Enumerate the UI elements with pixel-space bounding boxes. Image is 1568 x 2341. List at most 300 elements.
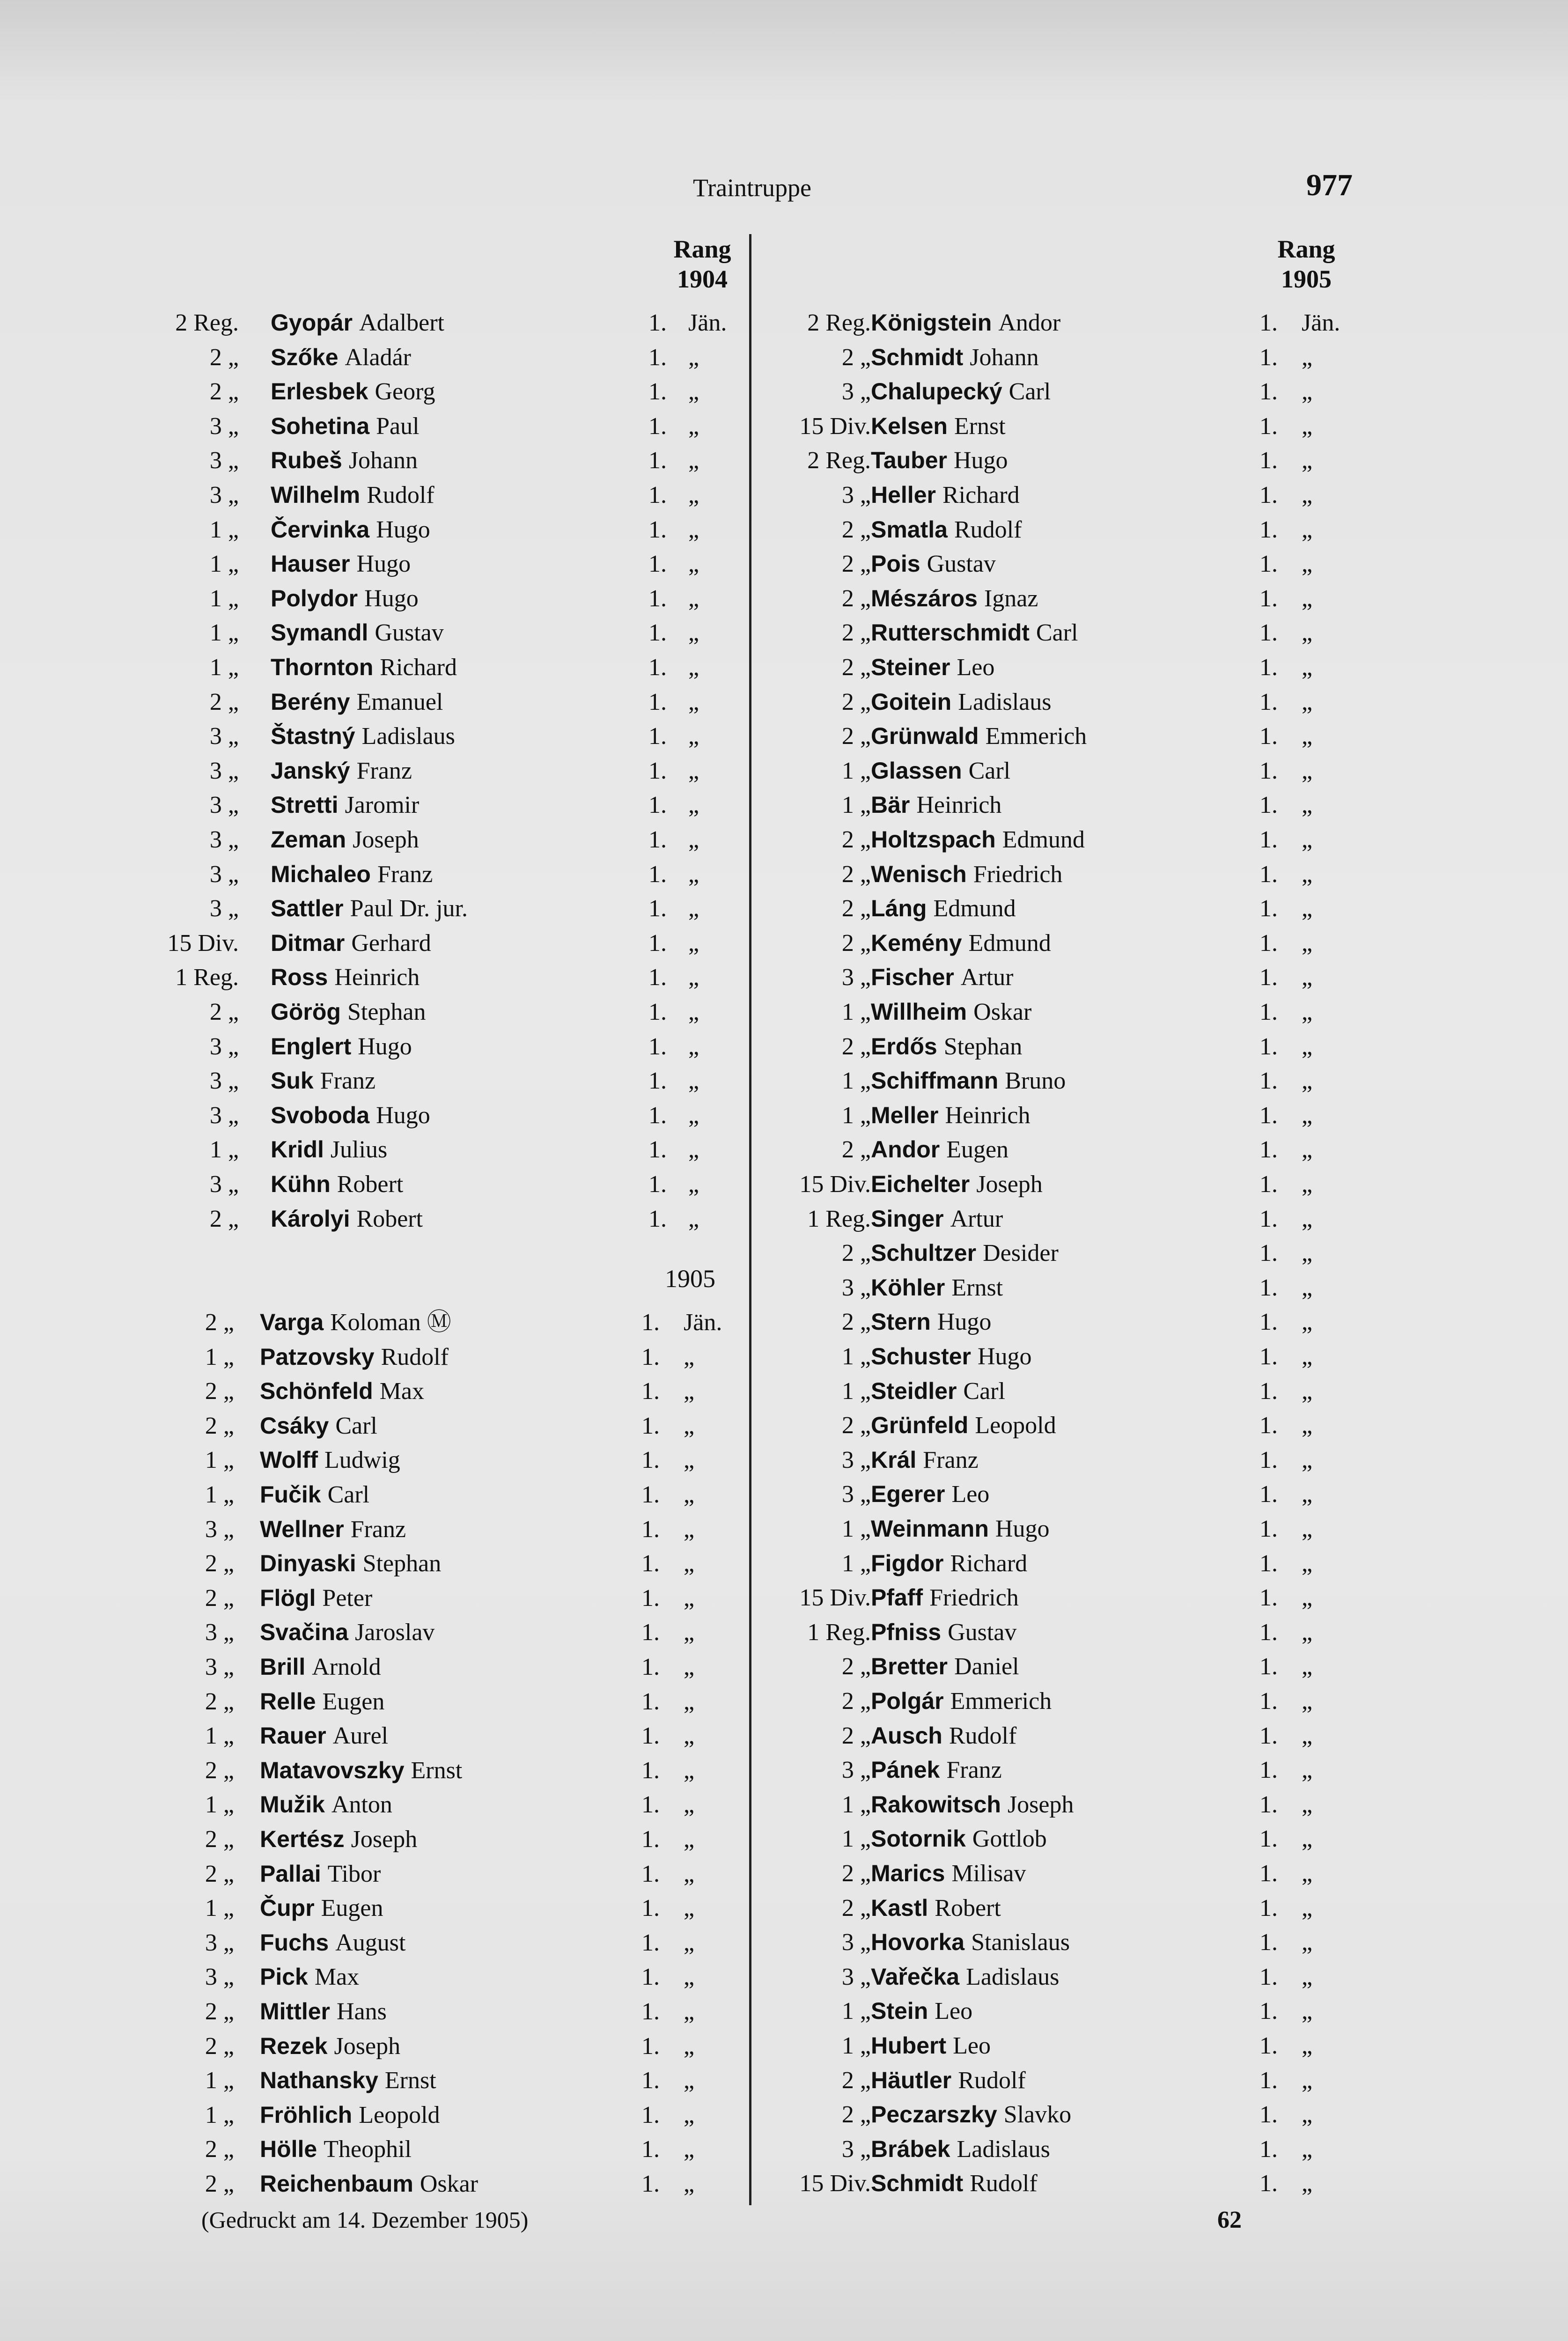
unit-label: 2 „ (205, 1826, 234, 1853)
surname: Brill (260, 1654, 306, 1680)
rank-day: 1. (641, 2101, 660, 2128)
unit-label: 2 „ (205, 2032, 234, 2060)
unit-label: 1 „ (841, 1377, 871, 1405)
rank-day: 1. (648, 412, 667, 440)
unit-label: 1 „ (841, 1516, 871, 1542)
full-name (871, 1684, 1052, 1719)
unit-label: 2 Reg. (807, 447, 871, 474)
rank-day: 1. (648, 516, 667, 543)
full-name (871, 1546, 1027, 1581)
rank-day: 1. (1259, 412, 1278, 440)
surname: Willheim (871, 999, 967, 1025)
roster-entry (0, 1684, 1568, 1719)
rank-month: „ (1302, 1826, 1313, 1853)
unit-label: 15 Div. (799, 2170, 871, 2197)
rank-month: „ (1302, 447, 1313, 474)
roster-entry (0, 306, 1568, 340)
rank-day: 1. (1259, 1826, 1278, 1853)
given-name: Leo (953, 2032, 991, 2059)
full-name (871, 857, 1062, 892)
rank-month: „ (1302, 378, 1313, 405)
roster-entry (0, 409, 1568, 444)
rank-day: 1. (648, 1102, 667, 1129)
full-name (871, 582, 1038, 616)
surname: Láng (871, 895, 927, 922)
roster-entry (0, 1891, 1568, 1926)
given-name: Heinrich (334, 964, 420, 991)
full-name (871, 1305, 991, 1340)
unit-label: 1 „ (205, 2101, 234, 2128)
surname: Singer (871, 1205, 944, 1232)
rank-day: 1. (641, 2032, 660, 2060)
surname: Figdor (871, 1550, 944, 1576)
roster-entry (0, 1133, 1568, 1167)
rank-day: 1. (1259, 585, 1278, 612)
unit-label: 2 „ (841, 1688, 871, 1715)
rank-month: „ (684, 1826, 695, 1853)
rank-day: 1. (1259, 1136, 1278, 1163)
full-name (871, 1649, 1019, 1684)
roster-entry (0, 1615, 1568, 1650)
unit-label: 2 Reg. (175, 309, 239, 336)
given-name: Max (379, 1378, 425, 1405)
full-name (871, 1512, 1049, 1546)
roster-entry (0, 513, 1568, 547)
rank-day: 1. (1259, 964, 1278, 991)
roster-entry (0, 1719, 1568, 1753)
surname: Zeman (271, 826, 346, 853)
rank-month: „ (1302, 1929, 1313, 1956)
unit-label: 3 „ (209, 1171, 239, 1198)
surname: Vařečka (871, 1963, 960, 1990)
rank-day: 1. (648, 1067, 667, 1095)
rank-month: „ (688, 929, 699, 957)
unit-label: 1 „ (205, 1447, 234, 1474)
full-name (871, 1615, 1016, 1650)
full-name (871, 1030, 1022, 1064)
given-name: Gerhard (351, 929, 431, 957)
rank-day: 1. (641, 1309, 660, 1336)
roster-entry (0, 1925, 1568, 1960)
rank-month: „ (1302, 585, 1313, 612)
given-name: Ladislaus (966, 1963, 1060, 1990)
full-name (871, 1994, 972, 2029)
rank-day: 1. (1259, 826, 1278, 853)
unit-label: 2 „ (841, 619, 871, 647)
surname: Häutler (871, 2067, 952, 2093)
unit-label: 3 „ (209, 482, 239, 508)
surname: Fischer (871, 964, 954, 991)
given-name: Joseph (976, 1171, 1043, 1198)
rank-month: „ (688, 344, 699, 371)
unit-label: 3 „ (841, 964, 871, 991)
full-name (871, 306, 1060, 340)
unit-label: 3 „ (841, 378, 871, 405)
given-name: Artur (950, 1205, 1003, 1232)
given-name: Franz (923, 1446, 979, 1473)
given-name: Carl (963, 1377, 1005, 1405)
unit-label: 3 „ (841, 1757, 871, 1784)
roster-entry (0, 2029, 1568, 2063)
rank-day: 1. (648, 929, 667, 957)
given-name: Theophil (324, 2136, 412, 2163)
rank-month: „ (684, 1584, 695, 1612)
unit-label: 1 „ (209, 654, 239, 681)
full-name (871, 1408, 1056, 1443)
given-name: Oskar (973, 999, 1032, 1025)
unit-label: 3 „ (841, 1446, 871, 1473)
unit-label: 3 „ (209, 1033, 239, 1060)
given-name: Hans (337, 1998, 387, 2025)
rank-month: „ (688, 447, 699, 474)
unit-label: 2 „ (841, 1412, 871, 1439)
surname: Bär (871, 792, 910, 818)
unit-label: 2 „ (841, 826, 871, 853)
roster-entry (0, 2063, 1568, 2098)
rank-day: 1. (1259, 861, 1278, 888)
right-column-header (1255, 234, 1358, 294)
rank-day: 1. (1259, 1033, 1278, 1060)
rank-day: 1. (641, 1688, 660, 1715)
rank-month: „ (1302, 1102, 1313, 1129)
rank-month: „ (688, 1067, 699, 1095)
given-name: August (335, 1929, 406, 1956)
rank-month: „ (1302, 1688, 1313, 1715)
rank-month: „ (684, 1723, 695, 1750)
rank-month: „ (1302, 999, 1313, 1025)
roster-entry (0, 1340, 1568, 1374)
left-year-1905-label: 1905 (665, 1265, 715, 1293)
full-name (871, 478, 1020, 513)
surname: Wolff (260, 1447, 318, 1473)
rank-day: 1. (648, 757, 667, 784)
surname: Mészáros (871, 585, 978, 611)
given-name: Emanuel (356, 688, 443, 715)
unit-label: 2 „ (209, 688, 239, 715)
roster-entry (0, 2098, 1568, 2132)
given-name: Emmerich (985, 723, 1087, 750)
rank-day: 1. (641, 1757, 660, 1784)
rank-month: „ (1302, 2170, 1313, 2197)
rank-day: 1. (648, 1136, 667, 1163)
rank-month: „ (688, 895, 699, 922)
rank-day: 1. (648, 861, 667, 888)
rank-month: „ (688, 688, 699, 715)
surname: Meller (871, 1102, 939, 1128)
rank-month: „ (1302, 964, 1313, 991)
roster-entry (0, 1064, 1568, 1098)
rank-month: „ (1302, 1998, 1313, 2025)
given-name: Aurel (332, 1723, 389, 1750)
unit-label: 2 „ (205, 1584, 234, 1612)
surname: Hubert (871, 2032, 947, 2059)
surname: Hauser (271, 551, 350, 577)
unit-label: 3 „ (841, 1929, 871, 1956)
rank-month: „ (688, 964, 699, 991)
surname: Stein (871, 1998, 928, 2024)
full-name (871, 823, 1085, 857)
rank-day: 1. (1259, 2135, 1278, 2163)
given-name: Hugo (376, 516, 430, 543)
rank-month: „ (688, 826, 699, 853)
surname: Wenisch (871, 861, 967, 887)
unit-label: 2 „ (841, 1033, 871, 1060)
surname: Patzovsky (260, 1343, 375, 1370)
unit-label: 3 „ (841, 482, 871, 508)
surname: Englert (271, 1033, 352, 1060)
rank-day: 1. (1259, 1205, 1278, 1232)
rank-day: 1. (1259, 1998, 1278, 2025)
surname: Mužik (260, 1791, 325, 1818)
rank-month: „ (684, 2067, 695, 2094)
rank-day: 1. (641, 1481, 660, 1508)
given-name: Gottlob (972, 1826, 1047, 1853)
surname: Bretter (871, 1653, 948, 1680)
given-name: Bruno (1005, 1067, 1066, 1095)
full-name (871, 2098, 1071, 2132)
unit-label: 3 „ (205, 1964, 234, 1991)
rank-month: „ (688, 1102, 699, 1129)
given-name: Leo (951, 1481, 990, 1508)
unit-label: 2 „ (209, 378, 239, 405)
rank-month: „ (688, 1171, 699, 1198)
roster-entry (0, 1581, 1568, 1615)
rank-month: „ (1302, 929, 1313, 957)
unit-label: 2 „ (841, 895, 871, 922)
page-header-title: Traintruppe (693, 174, 811, 202)
given-name: Gustav (375, 619, 444, 647)
rank-month: „ (1302, 1240, 1313, 1267)
rank-day: 1. (1259, 1343, 1278, 1370)
given-name: Franz (350, 1516, 406, 1543)
given-name: Georg (375, 378, 435, 405)
unit-label: 2 „ (205, 1378, 234, 1405)
rank-day: 1. (1259, 688, 1278, 715)
given-name: Ladislaus (958, 688, 1052, 715)
full-name (871, 2029, 991, 2063)
roster-entry (0, 1305, 1568, 1340)
full-name (871, 1753, 1002, 1788)
surname: Fuchs (260, 1929, 329, 1956)
roster-entry (0, 823, 1568, 857)
given-name: Rudolf (970, 2170, 1038, 2197)
full-name (871, 513, 1022, 547)
full-name (871, 650, 994, 685)
rank-month: „ (688, 482, 699, 508)
rank-day: 1. (1259, 929, 1278, 957)
given-name: Rudolf (367, 482, 434, 508)
unit-label: 1 „ (841, 2032, 871, 2059)
given-name: Paul Dr. jur. (350, 895, 468, 922)
roster-entry (0, 788, 1568, 823)
given-name: Franz (356, 757, 412, 784)
unit-label: 1 „ (841, 1998, 871, 2025)
rank-day: 1. (1259, 1757, 1278, 1784)
rank-day: 1. (641, 1343, 660, 1370)
print-date-note: (Gedruckt am 14. Dezember 1905) (201, 2207, 529, 2233)
rank-day: 1. (1259, 1481, 1278, 1508)
surname: Csáky (260, 1412, 329, 1439)
full-name (871, 1167, 1043, 1202)
signature-number: 62 (1217, 2207, 1242, 2233)
rank-month: „ (1302, 1516, 1313, 1542)
full-name (871, 1891, 1001, 1926)
given-name: Carl (968, 757, 1011, 784)
surname: Kühn (271, 1171, 331, 1197)
rank-month: „ (1302, 1274, 1313, 1301)
unit-label: 2 „ (841, 585, 871, 612)
rank-day: 1. (648, 1171, 667, 1198)
roster-entry (0, 375, 1568, 409)
rank-day: 1. (648, 964, 667, 991)
unit-label: 1 „ (841, 1791, 871, 1818)
rank-day: 1. (1259, 2101, 1278, 2128)
surname: Chalupecký (871, 378, 1002, 405)
unit-label: 2 „ (841, 654, 871, 681)
surname: Hovorka (871, 1929, 965, 1956)
roster-entry (0, 1236, 1568, 1271)
rank-day: 1. (1259, 1722, 1278, 1749)
full-name (871, 409, 1006, 444)
unit-label: 2 „ (205, 1412, 234, 1439)
unit-label: 1 „ (841, 757, 871, 784)
rank-month: „ (684, 1688, 695, 1715)
given-name: Leopold (359, 2101, 440, 2128)
full-name (871, 547, 996, 582)
given-name: Stanislaus (971, 1929, 1070, 1956)
rank-day: 1. (648, 619, 667, 647)
rank-month: „ (1302, 826, 1313, 853)
rank-month: „ (1302, 1791, 1313, 1818)
given-name: Hugo (376, 1102, 430, 1129)
roster-entry (0, 2166, 1568, 2201)
full-name (871, 1340, 1032, 1374)
rank-day: 1. (641, 1584, 660, 1612)
unit-label: 3 „ (209, 1067, 239, 1095)
rank-day: 1. (1259, 1377, 1278, 1405)
rank-day: 1. (1259, 1550, 1278, 1577)
rank-month: „ (1302, 1343, 1313, 1370)
rank-month: „ (1302, 2032, 1313, 2059)
rank-day: 1. (648, 551, 667, 578)
unit-label: 2 „ (205, 1757, 234, 1784)
full-name (871, 1133, 1009, 1167)
given-name: Ernst (384, 2067, 436, 2094)
full-name (871, 995, 1031, 1030)
surname: Szőke (271, 344, 339, 370)
rank-day: 1. (641, 1447, 660, 1474)
given-name: Johann (970, 344, 1039, 371)
roster-entry (0, 1408, 1568, 1443)
rank-month: „ (1302, 757, 1313, 784)
rank-month: „ (688, 619, 699, 647)
unit-label: 2 „ (205, 2171, 234, 2197)
given-name: Paul (376, 412, 420, 440)
surname: Červinka (271, 516, 370, 543)
unit-label: 1 „ (205, 2067, 234, 2094)
given-name: Andor (998, 309, 1061, 336)
surname: Wellner (260, 1516, 344, 1542)
given-name: Eugen (321, 1895, 383, 1922)
roster-entry (0, 1443, 1568, 1478)
full-name (871, 1202, 1003, 1237)
unit-label: 2 „ (205, 1550, 234, 1577)
full-name (871, 1788, 1074, 1822)
rank-month: „ (1302, 654, 1313, 681)
given-name: Rudolf (949, 1722, 1017, 1749)
unit-label: 1 „ (209, 585, 239, 612)
rank-month: „ (1302, 1584, 1313, 1612)
surname: Sotornik (871, 1826, 966, 1852)
given-name: Gustav (927, 551, 996, 578)
rank-month: „ (684, 1757, 695, 1784)
given-name: Richard (942, 482, 1020, 508)
surname: Steiner (871, 654, 950, 680)
full-name (871, 1443, 979, 1478)
rank-month: „ (688, 757, 699, 784)
rank-month: „ (1302, 1722, 1313, 1749)
given-name: Rudolf (381, 1343, 449, 1370)
rank-day: 1. (1259, 2067, 1278, 2094)
surname: Pfniss (871, 1619, 942, 1645)
rank-month: „ (688, 412, 699, 440)
surname: Rutterschmidt (871, 619, 1030, 646)
surname: Ausch (871, 1722, 942, 1749)
surname: Rauer (260, 1723, 326, 1749)
surname: Štastný (271, 723, 355, 750)
rank-month: „ (1302, 1481, 1313, 1508)
rank-month: „ (684, 1654, 695, 1680)
rank-month: „ (684, 1619, 695, 1646)
full-name (871, 960, 1014, 995)
given-name: Leo (957, 654, 995, 681)
rank-month: „ (684, 1481, 695, 1508)
given-name: Robert (337, 1171, 404, 1198)
given-name: Hugo (954, 447, 1008, 474)
given-name: Hugo (356, 551, 411, 578)
surname: Schmidt (871, 344, 964, 370)
rank-month: „ (688, 1033, 699, 1060)
unit-label: 1 Reg. (175, 964, 239, 991)
rank-day: 1. (1259, 895, 1278, 922)
rank-month: „ (1302, 344, 1313, 371)
roster-entry (0, 1822, 1568, 1856)
rank-month: „ (684, 1378, 695, 1405)
rank-day: 1. (648, 447, 667, 474)
rank-month: „ (688, 723, 699, 750)
unit-label: 2 Reg. (807, 309, 871, 336)
given-name: Friedrich (929, 1584, 1019, 1612)
rank-month: „ (1302, 516, 1313, 543)
given-name: Slavko (1003, 2101, 1072, 2128)
rank-day: 1. (641, 1895, 660, 1922)
roster-entry (0, 1477, 1568, 1512)
rank-day: 1. (648, 826, 667, 853)
unit-label: 2 „ (841, 723, 871, 750)
given-name: Daniel (954, 1653, 1019, 1680)
roster-entry (0, 995, 1568, 1030)
surname: Janský (271, 757, 350, 784)
given-name: Peter (322, 1584, 373, 1612)
surname: Erlesbek (271, 378, 368, 405)
rank-day: 1. (641, 1791, 660, 1818)
surname: Schiffmann (871, 1067, 999, 1094)
given-name: Richard (380, 654, 457, 681)
surname: Schultzer (871, 1240, 977, 1266)
unit-label: 3 „ (209, 447, 239, 474)
rank-month: „ (1302, 2101, 1313, 2128)
surname: Heller (871, 482, 936, 508)
